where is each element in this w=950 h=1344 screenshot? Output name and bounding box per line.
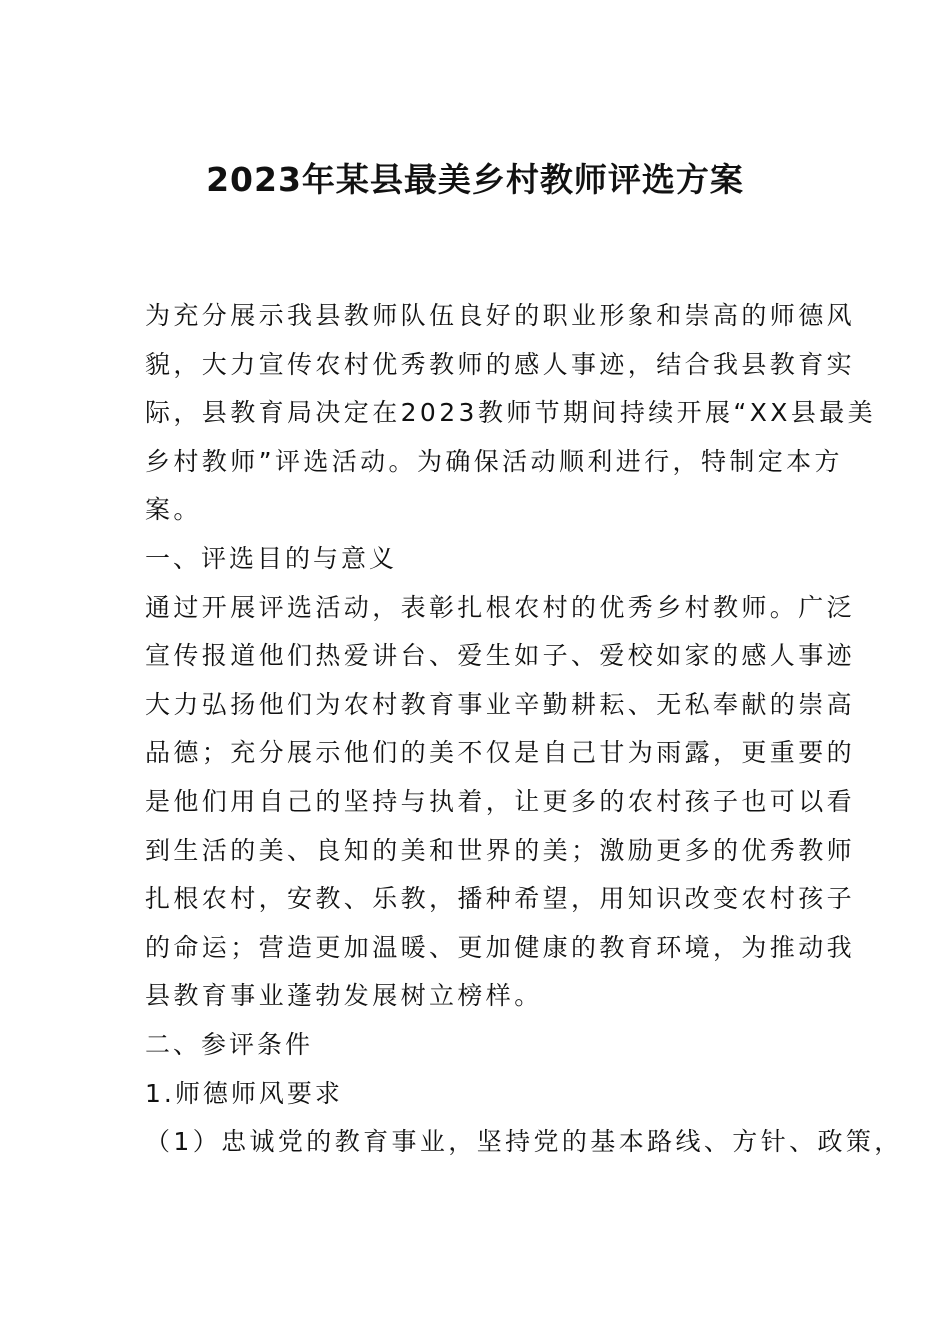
paragraph-line: 的命运；营造更加温暖、更加健康的教育环境，为推动我 [145, 932, 856, 962]
document-body [145, 292, 903, 1167]
paragraph-line: 际，县教育局决定在2023教师节期间持续开展“XX县最美 [145, 398, 877, 428]
paragraph-line: 案。 [145, 495, 202, 525]
paragraph-line: 为充分展示我县教师队伍良好的职业形象和崇高的师德风 [145, 301, 856, 330]
section-heading-1: 一、评选目的与意义 [145, 543, 398, 573]
paragraph-line: 宣传报道他们热爱讲台、爱生如子、爱校如家的感人事迹 [145, 641, 856, 671]
subsection-heading: 1.师德师风要求 [145, 1078, 343, 1108]
paragraph-line: 貌，大力宣传农村优秀教师的感人事迹，结合我县教育实 [145, 349, 856, 379]
paragraph-line: 是他们用自己的坚持与执着，让更多的农村孩子也可以看 [145, 786, 856, 816]
paragraph-line: 大力弘扬他们为农村教育事业辛勤耕耘、无私奉献的崇高 [145, 689, 856, 719]
list-item-line: （1）忠诚党的教育事业，坚持党的基本路线、方针、政策， [145, 1127, 903, 1157]
paragraph-line: 乡村教师”评选活动。为确保活动顺利进行，特制定本方 [145, 446, 843, 476]
paragraph-line: 品德；充分展示他们的美不仅是自己甘为雨露，更重要的 [145, 738, 856, 768]
paragraph-line: 通过开展评选活动，表彰扎根农村的优秀乡村教师。广泛 [145, 592, 856, 622]
paragraph-line: 扎根农村，安教、乐教，播种希望，用知识改变农村孩子 [145, 884, 856, 914]
paragraph-line: 县教育事业蓬勃发展树立榜样。 [145, 981, 543, 1011]
paragraph-line: 到生活的美、良知的美和世界的美；激励更多的优秀教师 [145, 835, 856, 865]
section-heading-2: 二、参评条件 [145, 1029, 314, 1059]
document-title: 2023年某县最美乡村教师评选方案 [206, 160, 744, 199]
